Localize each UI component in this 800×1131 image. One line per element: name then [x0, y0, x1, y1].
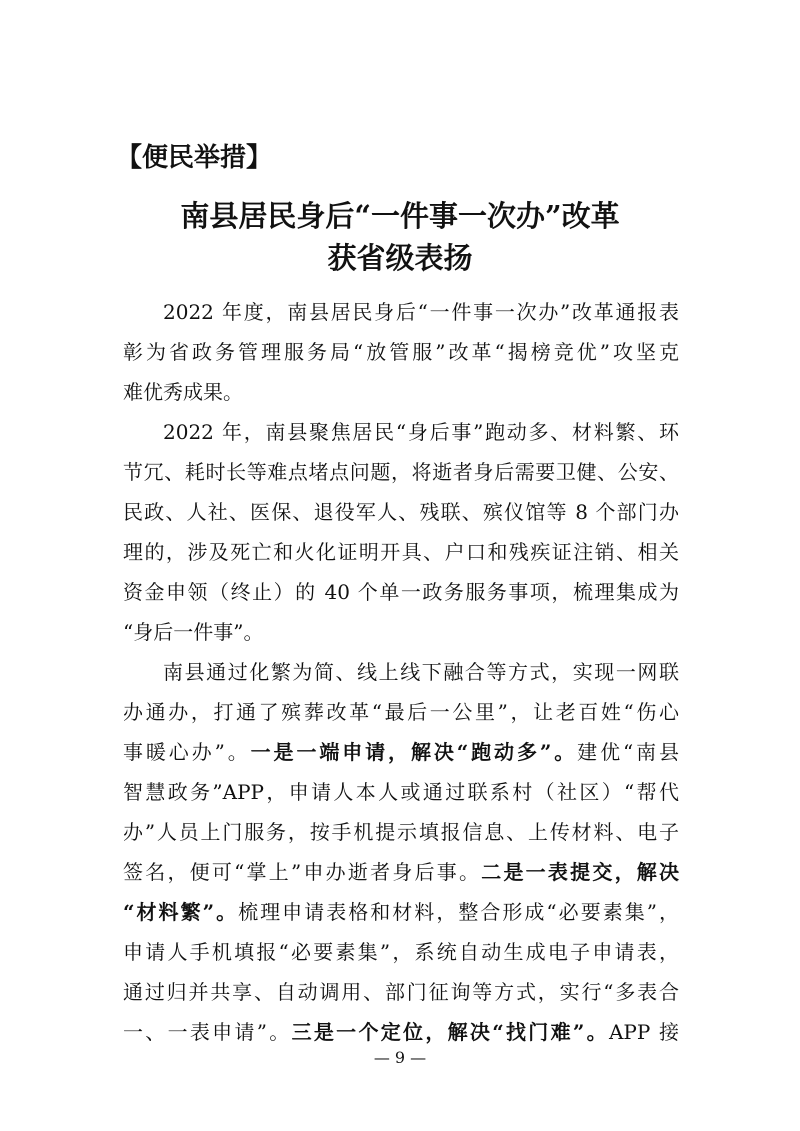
text-run: 梳理申请表格和材料，整合形成“必要素集”， [238, 900, 679, 924]
paragraph-line: 资金申领（终止）的 40 个单一政务服务事项，梳理集成为 [123, 580, 679, 604]
paragraph-line: 2022 年度，南县居民身后“一件事一次办”改革通报表 [163, 300, 679, 324]
paragraph-line: 彰为省政务管理服务局“放管服”改革“揭榜竞优”攻坚克 [123, 340, 679, 364]
text-run: 一、一表申请”。 [123, 1020, 292, 1044]
paragraph-line: 申请人手机填报“必要素集”，系统自动生成电子申请表， [123, 940, 679, 964]
bold-text-run: “材料繁”。 [123, 900, 239, 924]
paragraph-line: 难优秀成果。 [123, 380, 243, 404]
bold-text-run: 一是一端申请，解决“跑动多”。 [250, 740, 578, 764]
paragraph-line: 办通办，打通了殡葬改革“最后一公里”，让老百姓“伤心 [123, 700, 679, 724]
paragraph-line: 通过归并共享、自动调用、部门征询等方式，实行“多表合 [123, 980, 679, 1004]
paragraph-line: 理的，涉及死亡和火化证明开具、户口和残疾证注销、相关 [123, 540, 679, 564]
text-run: APP 接 [608, 1020, 679, 1044]
paragraph-line: 民政、人社、医保、退役军人、残联、殡仪馆等 8 个部门办 [123, 500, 679, 524]
paragraph-line: 2022 年，南县聚焦居民“身后事”跑动多、材料繁、环 [163, 420, 679, 444]
paragraph-line: 南县通过化繁为简、线上线下融合等方式，实现一网联 [163, 660, 679, 684]
text-run: 事暖心办”。 [123, 740, 251, 764]
paragraph-line [123, 892, 679, 932]
paragraph-line: “身后一件事”。 [123, 620, 264, 644]
paragraph-line: 智慧政务”APP，申请人本人或通过联系村（社区）“帮代 [123, 780, 679, 804]
text-run: 建优“南县 [577, 740, 679, 764]
bold-text-run: 三是一个定位，解决“找门难”。 [291, 1020, 609, 1044]
paragraph-line: 办”人员上门服务，按手机提示填报信息、上传材料、电子 [123, 820, 679, 844]
page-number: — 9 — [373, 1048, 427, 1067]
article-title-line-1: 南县居民身后“一件事一次办”改革 [180, 199, 620, 233]
text-run: 签名，便可“掌上”申办逝者身后事。 [123, 860, 482, 884]
paragraph-line [123, 732, 679, 772]
article-title-line-2: 获省级表扬 [327, 241, 473, 275]
bold-text-run: 二是一表提交，解决 [481, 860, 679, 884]
paragraph-line [123, 852, 679, 892]
section-tag: 【便民举措】 [116, 143, 273, 173]
paragraph-line: 节冗、耗时长等难点堵点问题，将逝者身后需要卫健、公安、 [123, 460, 679, 484]
